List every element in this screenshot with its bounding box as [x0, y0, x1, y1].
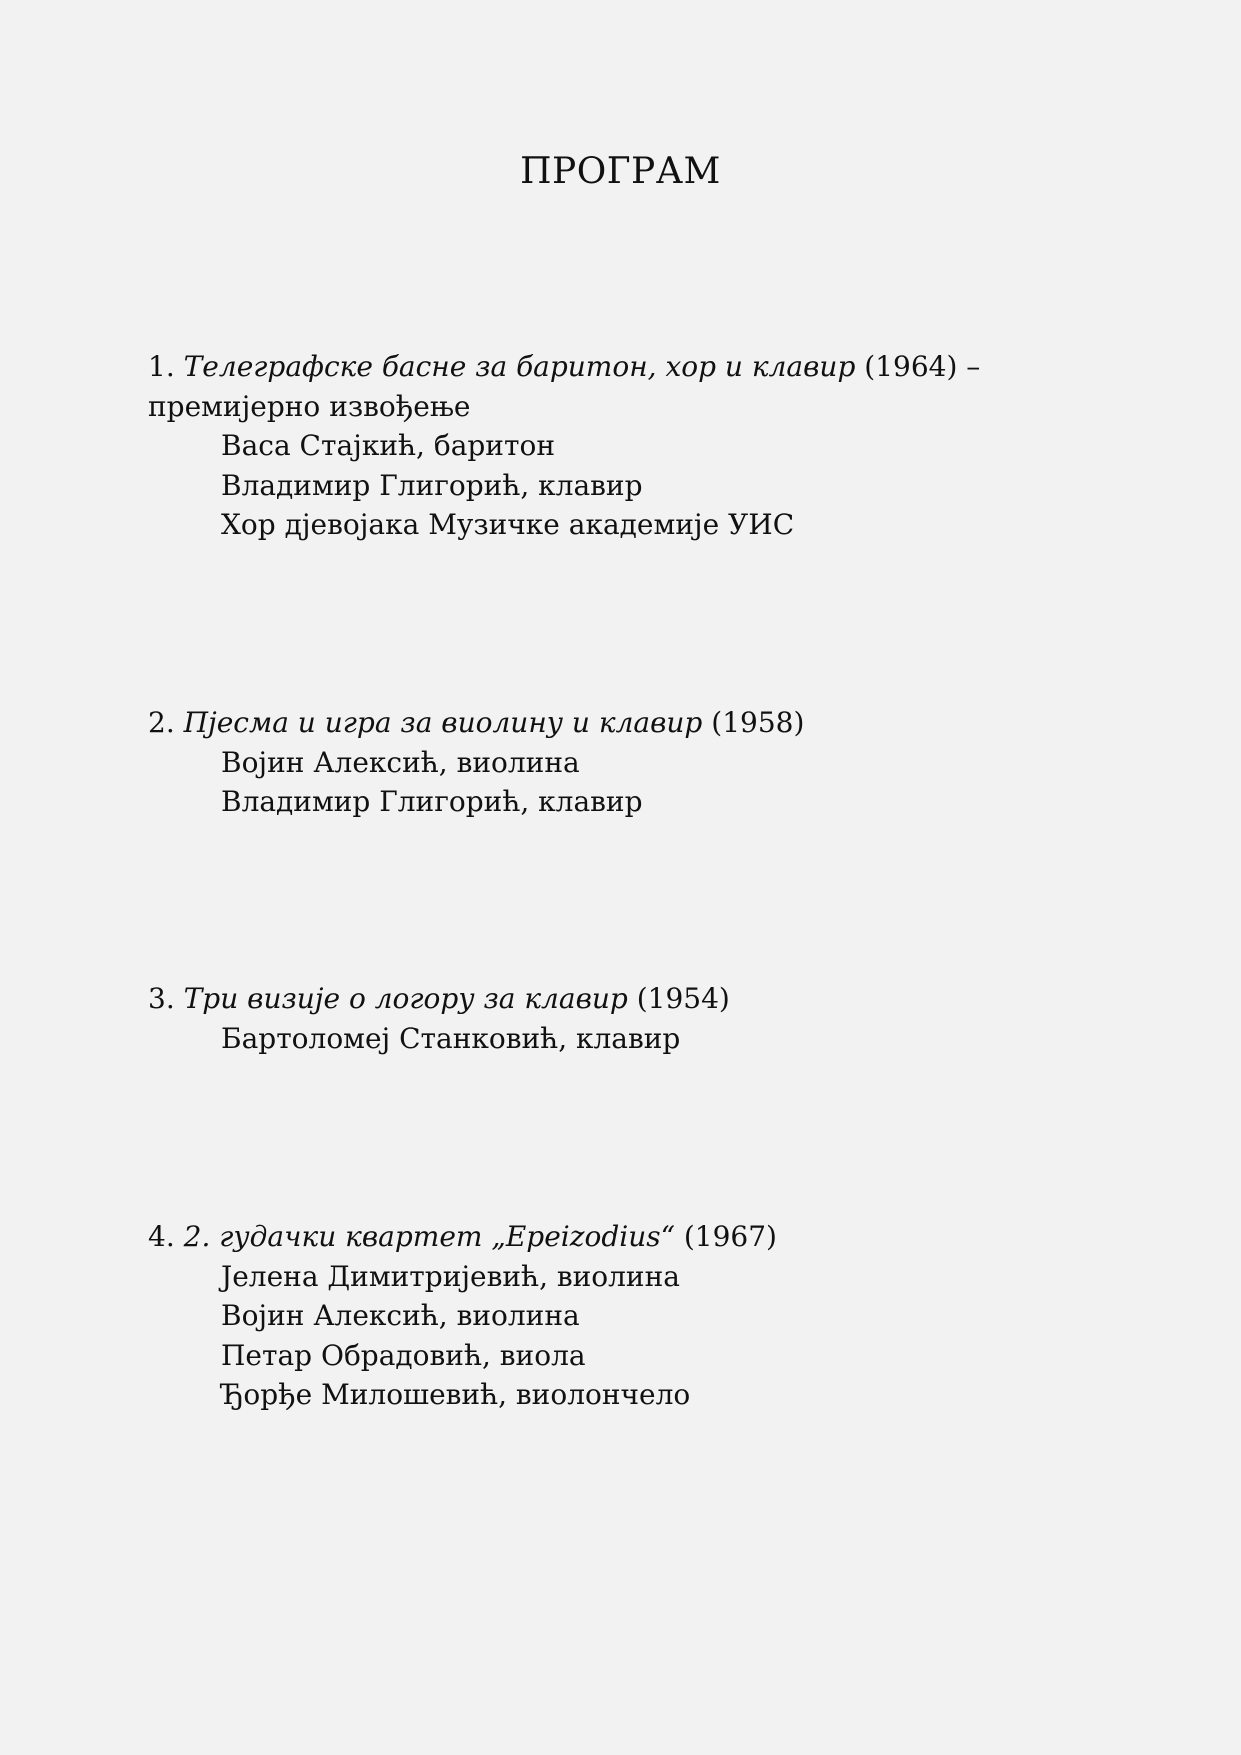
performer: Владимир Глигорић, клавир	[221, 468, 643, 502]
performer: Јелена Димитријевић, виолина	[221, 1259, 680, 1293]
item-number: 4.	[148, 1220, 175, 1253]
performer: Војин Алексић, виолина	[221, 1299, 580, 1332]
program-item-heading	[148, 1217, 1108, 1257]
program-item-2	[148, 703, 1108, 822]
work-year: (1967)	[683, 1220, 777, 1253]
page-title: ПРОГРАМ	[520, 151, 721, 192]
work-title: Три визије о логору за клавир	[183, 982, 628, 1015]
performer: Хор дјевојака Музичке академије УИС	[221, 508, 795, 541]
item-number: 1.	[148, 350, 175, 383]
item-number: 3.	[148, 982, 175, 1015]
program-item-heading	[148, 703, 1108, 743]
performer: Бартоломеј Станковић, клавир	[221, 1021, 681, 1055]
program-item-1	[148, 347, 1108, 545]
performer: Васа Стајкић, баритон	[221, 429, 555, 462]
item-number: 2.	[148, 706, 175, 739]
work-year: (1958)	[711, 706, 805, 739]
performer: Војин Алексић, виолина	[221, 745, 580, 779]
program-item-heading	[148, 979, 1108, 1019]
performer: Владимир Глигорић, клавир	[221, 785, 643, 818]
performer: Петар Обрадовић, виола	[221, 1338, 586, 1372]
work-title: Пјесма и игра за виолину и клавир	[183, 706, 703, 739]
work-year: (1964)	[864, 350, 958, 383]
work-year: (1954)	[636, 982, 730, 1015]
program-item-heading	[148, 347, 1108, 426]
program-item-3	[148, 979, 1108, 1058]
program-item-4	[148, 1217, 1108, 1415]
work-note: – премијерно извођење	[148, 350, 981, 423]
performer: Ђорђе Милошевић, виолончело	[221, 1378, 691, 1411]
work-title: Телеграфске басне за баритон, хор и клавир	[183, 350, 856, 383]
work-title: 2. гудачки квартет „Epeizodius“	[183, 1220, 675, 1253]
